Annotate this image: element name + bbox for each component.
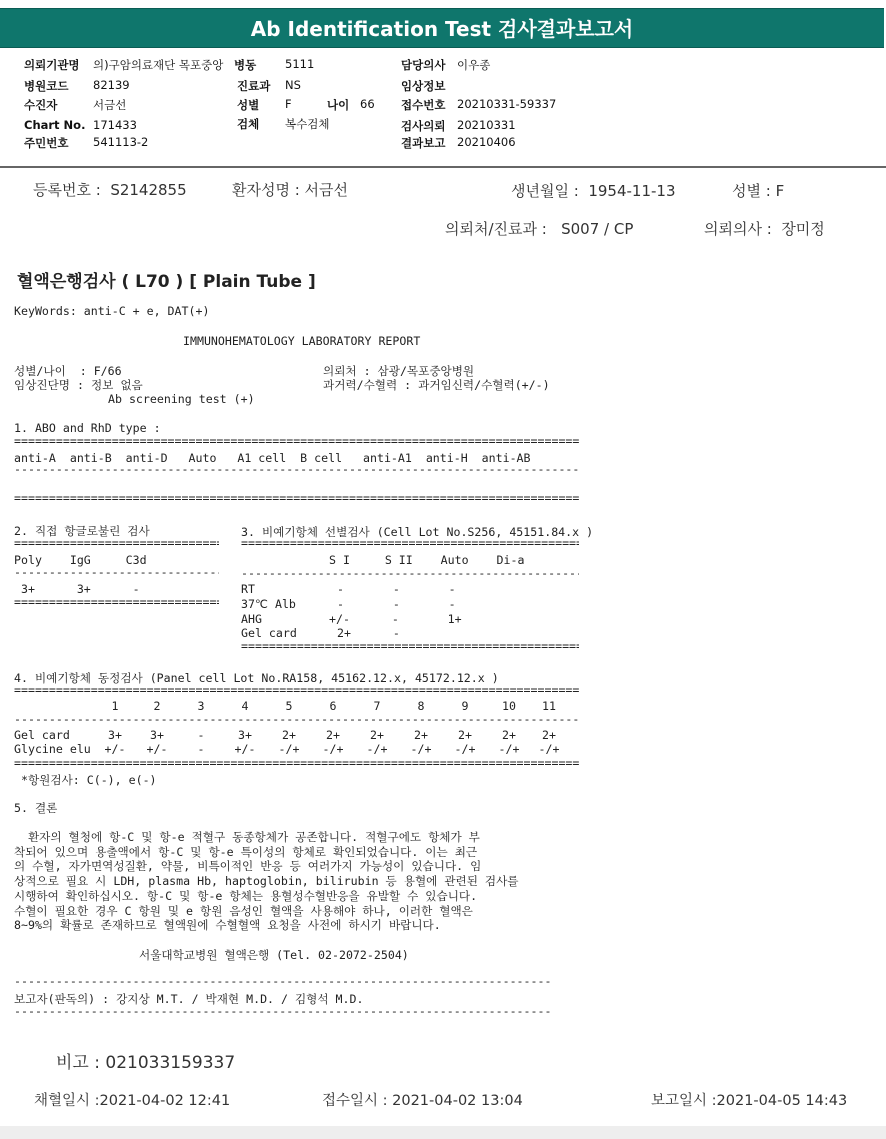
panel-cell: -/+ (498, 742, 520, 756)
info-diagnosis: 임상진단명 : 정보 없음 (14, 378, 143, 392)
separator (14, 462, 579, 476)
dat-heading: 2. 직접 항글로불린 검사 (14, 524, 150, 538)
screen-columns: S I S II Auto Di-a (329, 553, 525, 567)
screen-row-values: - - - (337, 582, 456, 596)
panel-cell: 3+ (108, 728, 122, 742)
doctor-label: 담당의사 (401, 58, 446, 72)
panel-heading: 4. 비예기항체 동정검사 (Panel cell Lot No.RA158, 45162.12.x, 45172.12.x ) (14, 671, 499, 685)
antigen-test: *항원검사: C(-), e(-) (21, 773, 157, 787)
panel-cell: +/- (234, 742, 256, 756)
screen-row-values: - - - (337, 597, 456, 611)
panel-cell: -/+ (454, 742, 476, 756)
separator (14, 974, 551, 988)
patient-sex: 성별 : F (732, 182, 785, 200)
hospital-code-value: 82139 (93, 78, 130, 92)
chart-value: 171433 (93, 118, 137, 132)
panel-cell: 3+ (238, 728, 252, 742)
report-date-value: 20210406 (457, 135, 516, 149)
panel-cell: 2+ (542, 728, 556, 742)
panel-cell: - (197, 728, 205, 742)
separator (14, 434, 579, 448)
sex-label: 성별 (237, 98, 260, 112)
patient-reg-no: 등록번호 : S2142855 (33, 181, 187, 199)
info-history: 과거력/수혈력 : 과거임신력/수혈력(+/-) (323, 378, 550, 392)
panel-cell: 2+ (370, 728, 384, 742)
separator (14, 536, 219, 550)
separator (14, 683, 579, 697)
header-divider (0, 166, 886, 168)
separator (241, 536, 579, 550)
info-requester: 의뢰처 : 삼광/목포중앙병원 (323, 364, 475, 378)
request-value: 20210331 (457, 118, 516, 132)
report-title: Ab Identification Test 검사결과보고서 (250, 17, 634, 41)
panel-row-label: Gel card (14, 728, 70, 742)
institution-label: 의뢰기관명 (24, 58, 80, 72)
panel-cell: +/- (104, 742, 126, 756)
ward-label: 병동 (234, 58, 257, 72)
panel-column-number: 1 (111, 699, 119, 713)
lab-report-title: IMMUNOHEMATOLOGY LABORATORY REPORT (183, 334, 421, 348)
age-value: 66 (360, 97, 375, 111)
lab-name: 서울대학교병원 혈액은행 (Tel. 02-2072-2504) (139, 948, 409, 962)
panel-column-number: 5 (285, 699, 293, 713)
patient-birth: 생년월일 : 1954-11-13 (511, 182, 676, 200)
collected-time: 채혈일시 :2021-04-02 12:41 (34, 1093, 231, 1109)
keywords: KeyWords: anti-C + e, DAT(+) (14, 304, 210, 318)
panel-cell: -/+ (322, 742, 344, 756)
request-label: 검사의뢰 (401, 119, 446, 133)
panel-cell: 2+ (326, 728, 340, 742)
separator (241, 639, 579, 653)
hospital-code-label: 병원코드 (24, 79, 69, 93)
rrn-label: 주민번호 (24, 136, 69, 150)
conclusion-line: 상적으로 필요 시 LDH, plasma Hb, haptoglobin, bilirubin 등 용혈에 관련된 검사를 (14, 874, 519, 888)
panel-column-number: 2 (153, 699, 161, 713)
screen-row-values: 2+ - (337, 626, 400, 640)
separator (14, 595, 219, 609)
screen-row-label: Gel card (241, 626, 297, 640)
reporters: 보고자(판독의) : 강지상 M.T. / 박재현 M.D. / 김형석 M.D. (14, 992, 364, 1006)
panel-cell: 3+ (150, 728, 164, 742)
report-date-label: 결과보고 (401, 136, 446, 150)
panel-column-number: 7 (373, 699, 381, 713)
info-screening: Ab screening test (+) (108, 392, 255, 406)
patient-name: 환자성명 : 서금선 (232, 181, 349, 199)
bottom-bar (0, 1126, 886, 1139)
panel-column-number: 8 (417, 699, 425, 713)
conclusion-line: 의 수혈, 자가면역성질환, 약물, 비특이적인 반응 등 여러가지 가능성이 있습니다. 임 (14, 859, 482, 873)
panel-column-number: 3 (197, 699, 205, 713)
panel-cell: - (197, 742, 205, 756)
collector-value: 서금선 (93, 98, 127, 112)
separator (14, 565, 219, 579)
panel-cell: -/+ (410, 742, 432, 756)
patient-doctor: 의뢰의사 : 장미정 (704, 220, 825, 238)
conclusion-line: 8~9%의 확률로 존재하므로 혈액원에 수혈혈액 요청을 사전에 하시기 바랍니다. (14, 918, 441, 932)
separator (14, 756, 579, 770)
dept-label: 진료과 (237, 79, 271, 93)
screen-row-label: 37℃ Alb (241, 597, 296, 611)
report-title-bar (0, 8, 884, 48)
separator (14, 491, 579, 505)
doctor-value: 이우종 (457, 58, 491, 72)
panel-cell: 2+ (282, 728, 296, 742)
rrn-value: 541113-2 (93, 135, 149, 149)
section-title: 혈액은행검사 ( L70 ) [ Plain Tube ] (17, 272, 316, 292)
collector-label: 수진자 (24, 98, 58, 112)
screen-heading: 3. 비예기항체 선별검사 (Cell Lot No.S256, 45151.84.x ) (241, 525, 594, 539)
sex-value: F (285, 97, 292, 111)
institution-value: 의)구암의료재단 목포중앙 (93, 58, 224, 72)
panel-cell: -/+ (538, 742, 560, 756)
screen-row-label: AHG (241, 612, 262, 626)
panel-cell: 2+ (502, 728, 516, 742)
conclusion-line: 환자의 혈청에 항-C 및 항-e 적혈구 동종항체가 공존합니다. 적혈구에도 항체가 부 (14, 830, 480, 844)
receipt-no-label: 접수번호 (401, 98, 446, 112)
conclusion-line: 착되어 있으며 용출액에서 항-C 및 항-e 특이성의 항체로 확인되었습니다. 이는 최근 (14, 845, 478, 859)
received-time: 접수일시 : 2021-04-02 13:04 (322, 1093, 523, 1109)
specimen-label: 검체 (237, 117, 260, 131)
conclusion-line: 시행하여 확인하십시오. 항-C 및 항-e 항체는 용혈성수혈반응을 유발할 수 있습니다. (14, 889, 478, 903)
specimen-value: 복수검체 (285, 117, 330, 131)
dat-values: 3+ 3+ - (14, 582, 140, 596)
panel-column-number: 11 (542, 699, 556, 713)
info-sex-age: 성별/나이 : F/66 (14, 364, 122, 378)
screen-row-values: +/- - 1+ (329, 612, 462, 626)
panel-cell: 2+ (414, 728, 428, 742)
reported-time: 보고일시 :2021-04-05 14:43 (651, 1093, 848, 1109)
panel-row-label: Glycine elu (14, 742, 91, 756)
chart-label: Chart No. (24, 118, 86, 132)
abo-columns: anti-A anti-B anti-D Auto A1 cell B cell anti-A1 anti-H anti-AB (14, 451, 531, 465)
panel-cell: +/- (146, 742, 168, 756)
separator (241, 566, 579, 580)
panel-column-number: 6 (329, 699, 337, 713)
receipt-no-value: 20210331-59337 (457, 97, 557, 111)
age-label: 나이 (327, 98, 350, 112)
panel-cell: -/+ (278, 742, 300, 756)
ward-value: 5111 (285, 57, 315, 71)
screen-row-label: RT (241, 582, 255, 596)
dat-columns: Poly IgG C3d (14, 553, 147, 567)
clinical-info-label: 임상정보 (401, 79, 446, 93)
abo-heading: 1. ABO and RhD type : (14, 421, 161, 435)
separator (14, 1004, 551, 1018)
panel-cell: -/+ (366, 742, 388, 756)
dept-value: NS (285, 78, 301, 92)
panel-column-number: 10 (502, 699, 516, 713)
remark: 비고 : 021033159337 (56, 1053, 236, 1073)
panel-cell: 2+ (458, 728, 472, 742)
separator (14, 712, 579, 726)
conclusion-heading: 5. 결론 (14, 801, 58, 815)
panel-column-number: 9 (461, 699, 469, 713)
patient-dept: 의뢰처/진료과 : S007 / CP (445, 220, 634, 238)
conclusion-line: 수혈이 필요한 경우 C 항원 및 e 항원 음성인 혈액을 사용해야 하나, 이러한 혈액은 (14, 904, 473, 918)
panel-column-number: 4 (241, 699, 249, 713)
